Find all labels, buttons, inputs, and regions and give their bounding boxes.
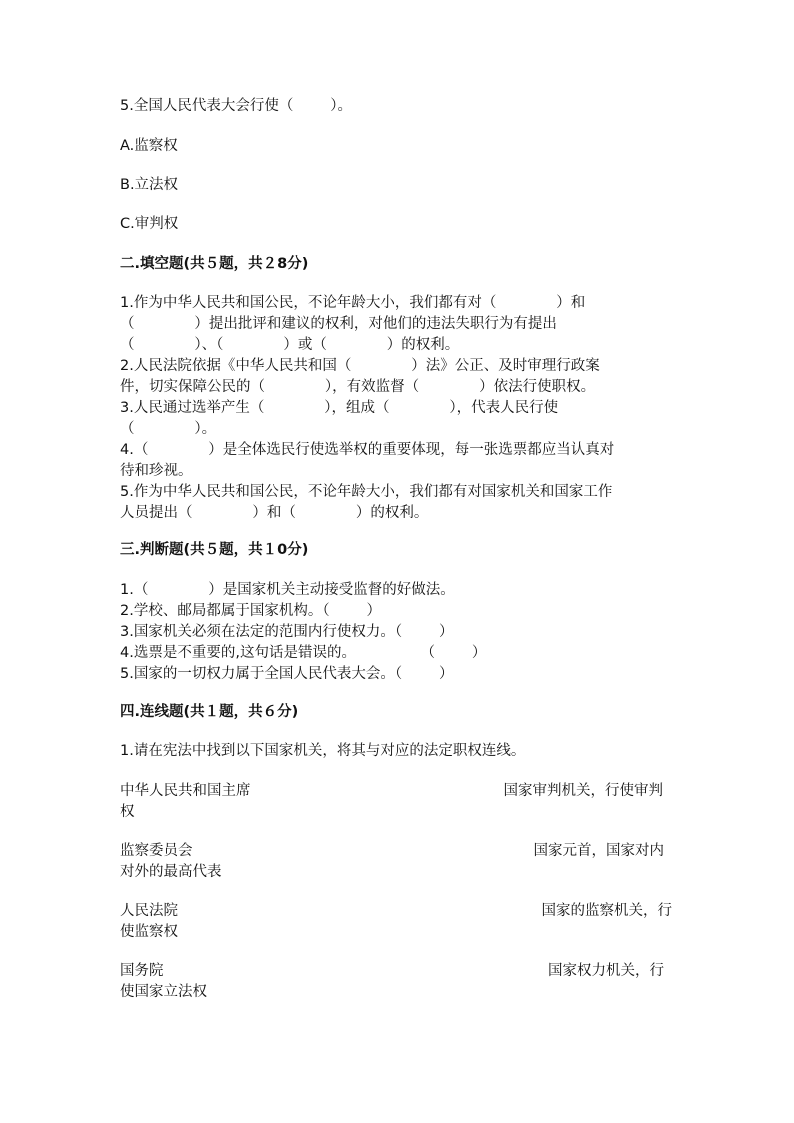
fill-blank-line: 人员提出（ ）和（ ）的权利。 xyxy=(120,505,429,521)
fill-blank-line: 3.人民通过选举产生（ ），组成（ ），代表人民行使 xyxy=(120,400,559,416)
fill-blank-line: 4.（ ）是全体选民行使选举权的重要体现，每一张选票都应当认真对 xyxy=(120,442,615,458)
judgement-line: 4.选票是不重要的,这句话是错误的。 （ ） xyxy=(120,645,487,661)
matching-right-continuation: 权 xyxy=(120,804,135,820)
matching-left-item: 监察委员会 xyxy=(120,843,193,859)
matching-instruction: 1.请在宪法中找到以下国家机关，将其与对应的法定职权连线。 xyxy=(120,743,526,759)
section-heading-fill-blank: 二.填空题(共５题，共２8分) xyxy=(120,256,309,272)
fill-blank-line: （ ）、（ ）或（ ）的权利。 xyxy=(120,337,460,353)
matching-right-continuation: 使国家立法权 xyxy=(120,984,207,1000)
fill-blank-line: 待和珍视。 xyxy=(120,463,193,479)
matching-left-item: 国务院 xyxy=(120,963,164,979)
matching-right-item: 国家元首，国家对内 xyxy=(533,843,664,859)
matching-left-item: 人民法院 xyxy=(120,903,178,919)
judgement-line: 2.学校、邮局都属于国家机构。（ ） xyxy=(120,603,381,619)
judgement-line: 1.（ ）是国家机关主动接受监督的好做法。 xyxy=(120,582,455,598)
fill-blank-line: （ ）。 xyxy=(120,421,217,437)
option-b: B.立法权 xyxy=(120,177,179,193)
matching-right-item: 国家审判机关，行使审判 xyxy=(503,783,663,799)
fill-blank-line: 5.作为中华人民共和国公民，不论年龄大小，我们都有对国家机关和国家工作 xyxy=(120,484,613,500)
matching-right-continuation: 使监察权 xyxy=(120,924,178,940)
matching-left-item: 中华人民共和国主席 xyxy=(120,783,251,799)
fill-blank-line: 2.人民法院依据《中华人民共和国（ ）法》公正、及时审理行政案 xyxy=(120,358,600,374)
judgement-line: 5.国家的一切权力属于全国人民代表大会。（ ） xyxy=(120,666,454,682)
section-heading-judgement: 三.判断题(共５题，共１0分) xyxy=(120,542,309,558)
judgement-line: 3.国家机关必须在法定的范围内行使权力。（ ） xyxy=(120,624,454,640)
matching-right-item: 国家权力机关，行 xyxy=(548,963,664,979)
fill-blank-line: 件，切实保障公民的（ ），有效监督（ ）依法行使职权。 xyxy=(120,379,596,395)
option-c: C.审判权 xyxy=(120,216,179,232)
section-heading-matching: 四.连线题(共１题，共６分) xyxy=(120,704,299,720)
question-5-stem: 5.全国人民代表大会行使（ ）。 xyxy=(120,98,352,114)
fill-blank-line: （ ）提出批评和建议的权利，对他们的违法失职行为有提出 xyxy=(120,316,557,332)
matching-right-continuation: 对外的最高代表 xyxy=(120,864,222,880)
matching-right-item: 国家的监察机关，行 xyxy=(541,903,672,919)
option-a: A.监察权 xyxy=(120,138,178,154)
fill-blank-line: 1.作为中华人民共和国公民，不论年龄大小，我们都有对（ ）和 xyxy=(120,295,586,311)
